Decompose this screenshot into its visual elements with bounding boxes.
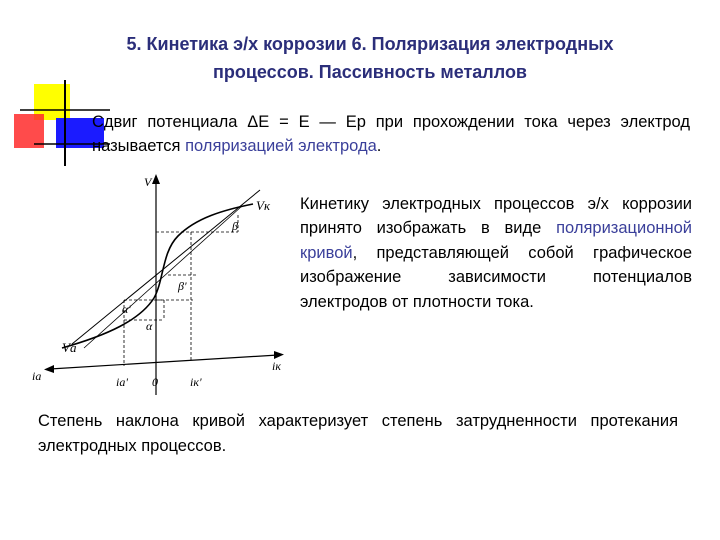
label-alpha-prime: α' — [122, 302, 131, 316]
title-line-2: процессов. Пассивность металлов — [212, 62, 527, 82]
axis-horizontal — [50, 355, 278, 369]
page-title — [40, 30, 700, 86]
para2-highlight: поляризационной кривой — [300, 219, 692, 262]
para2-text-before: Кинетику электродных процессов э/х коррозии принято изображать в виде — [300, 195, 692, 238]
label-origin: 0 — [152, 375, 158, 389]
label-alpha: α — [146, 319, 153, 333]
label-beta: β — [232, 219, 238, 233]
label-tick-k: iк' — [190, 375, 202, 389]
para2-text-after: , представляющей собой графическое изображение зависимости потенциалов электродов от плотности тока. — [300, 243, 692, 311]
label-tick-a: iа' — [116, 375, 128, 389]
label-curve-k: Vк — [256, 198, 271, 213]
axis-right-arrow — [274, 351, 284, 359]
axis-left-arrow — [44, 365, 54, 373]
tangent-line-1 — [72, 190, 260, 344]
para1-end: . — [376, 137, 382, 155]
paragraph-polarization-definition — [92, 110, 690, 158]
label-axis-v: V — [144, 175, 152, 189]
curve-cathodic — [62, 204, 253, 348]
paragraph-polarization-curve — [300, 192, 692, 314]
title-line-1: 5. Кинетика э/х коррозии 6. Поляризация электродных — [126, 34, 614, 54]
polarization-diagram — [28, 170, 298, 400]
para1-highlight: поляризацией электрода — [185, 137, 377, 155]
label-beta-prime: β' — [178, 279, 187, 293]
label-axis-left: iа — [32, 369, 42, 383]
label-curve-a: Vа — [62, 340, 77, 355]
tangent-line-2 — [84, 206, 242, 348]
paragraph-slope: Степень наклона кривой характеризует степень затрудненности протекания электродных процессов. — [38, 412, 678, 455]
label-axis-right: iк — [272, 359, 281, 373]
axis-vertical-arrow — [152, 174, 160, 184]
para1-text: Сдвиг потенциала ΔE = E — Ep при прохождении тока через электрод называется — [92, 113, 690, 155]
